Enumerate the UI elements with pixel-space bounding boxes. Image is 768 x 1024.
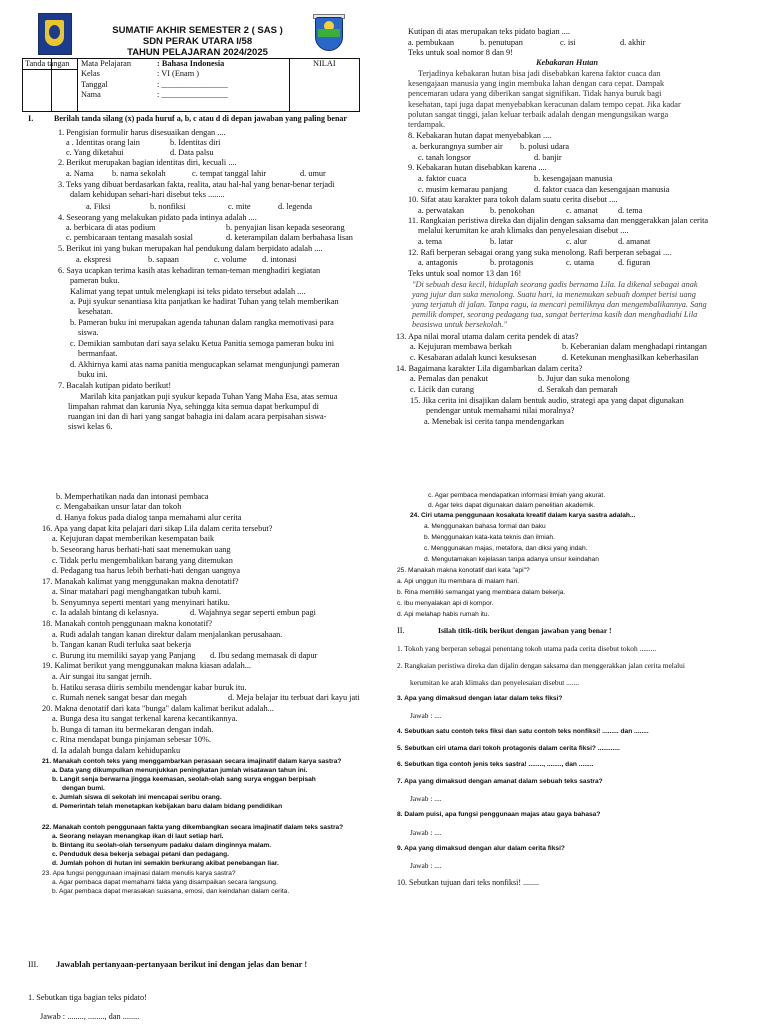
date-label: Tanggal (81, 80, 108, 89)
answer-option[interactable]: a. berbicara di atas podium (66, 223, 156, 232)
answer-option[interactable]: bermanfaat. (78, 349, 118, 358)
answer-option[interactable]: a. Fiksi (86, 202, 111, 211)
identity-table (22, 58, 360, 112)
answer-option[interactable]: a. berkurangnya sumber air (412, 142, 503, 151)
answer-option[interactable]: c. Rina mendapat bunga pinjaman sebesar 10%. (52, 735, 211, 744)
answer-option[interactable]: b. kesengajaan manusia (534, 174, 613, 183)
name-field[interactable]: : ________________ (157, 90, 228, 99)
answer-option[interactable]: b. Rina memiliki semangat yang membara dalam bekerja. (397, 589, 566, 596)
question-line: 3. Teks yang dibuat berdasarkan fakta, realita, atau hal-hal yang benar-benar terjadi (58, 180, 335, 189)
answer-option[interactable]: d. Ia adalah bunga dalam kehidupanku (52, 746, 181, 755)
answer-field[interactable]: Jawab : .... (410, 711, 442, 720)
answer-option[interactable]: b. Keberanian dalam menghadapi rintangan (562, 342, 707, 351)
answer-option[interactable]: a. Rudi adalah tangan kanan direktur dalam menjalankan perusahaan. (52, 630, 283, 639)
question-line: 4. Sebutkan satu contoh teks fiksi dan satu contoh teks nonfiksi! ......... dan ........ (397, 728, 649, 735)
question-line: 9. Kebakaran hutan disebabkan karena .... (408, 163, 547, 172)
question-line: 1. Tokoh yang berperan sebagai penentang tokoh utama pada cerita disebut tokoh ......... (397, 644, 657, 653)
answer-option[interactable]: a. Menebak isi cerita tanpa mendengarkan (424, 417, 565, 426)
answer-option[interactable]: d. tema (618, 206, 643, 215)
question-line: 19. Kalimat berikut yang menggunakan makna kiasan adalah... (42, 661, 251, 670)
section-number: III. (28, 960, 39, 969)
answer-field[interactable]: Jawab : .... (410, 794, 442, 803)
answer-option[interactable]: a. Pemalas dan penakut (410, 374, 488, 383)
answer-option[interactable]: c. Jumlah siswa di sekolah ini mencapai seribu orang. (52, 794, 222, 801)
answer-option[interactable]: siswa. (78, 328, 99, 337)
answer-option[interactable]: c. Mengabaikan unsur latar dan tokoh (56, 502, 182, 511)
answer-option[interactable]: b. Menggunakan kata-kata teknis dan ilmiah. (424, 534, 555, 541)
signature-label: Tanda tangan (25, 59, 70, 68)
question-line: 17. Manakah kalimat yang menggunakan makna denotatif? (42, 577, 239, 586)
answer-option[interactable]: d. figuran (618, 258, 651, 267)
answer-option[interactable]: c. Ibu menyalakan api di kompor. (397, 600, 494, 607)
answer-option[interactable]: a. Nama (66, 169, 94, 178)
question-line: 8. Kebakaran hutan dapat menyebabkan .... (408, 131, 552, 140)
question-line: 1. Pengisian formulir harus disesuaikan dengan .... (58, 128, 226, 137)
question-line: 7. Bacalah kutipan pidato berikut! (58, 381, 172, 390)
answer-option[interactable]: d. amanat (618, 237, 651, 246)
answer-option[interactable]: c. volume (214, 255, 247, 264)
answer-option[interactable]: a. Seorang nelayan menangkap ikan di laut setiap hari. (52, 833, 224, 840)
answer-option[interactable]: a. Puji syukur senantiasa kita panjatkan ke hadirat Tuhan yang telah memberikan (70, 297, 339, 306)
answer-option[interactable]: a. Data yang dikumpulkan menunjukkan peningkatan jumlah wisatawan tahun ini. (52, 767, 308, 774)
passage-line: kesengajaan manusia yang ingin membuka lahan dengan cara cepat. Dampak (408, 79, 665, 88)
question-line: 24. Ciri utama penggunaan kosakata kreatif dalam karya sastra adalah... (410, 512, 636, 519)
question-line: 22. Manakah contoh penggunaan fakta yang dikembangkan secara imajinatif dalam teks sastra? (42, 824, 344, 831)
answer-option[interactable]: b. penokohan (490, 206, 535, 215)
answer-option[interactable]: c. mite (228, 202, 251, 211)
class-label: Kelas (81, 69, 100, 78)
answer-option[interactable]: a. Api unggun itu membara di malam hari. (397, 578, 520, 585)
story-line: yang jujur dan suka menolong. Suatu hari, ia menemukan sebuah dompet berisi uang (412, 290, 696, 299)
answer-option[interactable]: d. Wajahnya segar seperti embun pagi (190, 608, 316, 617)
answer-option[interactable]: a . Identitas orang lain (66, 138, 140, 147)
passage-line: pencemaran udara yang diberikan sangat signifikan. Tidak hanya buruk bagi (408, 89, 662, 98)
question-line: pendengar untuk memahami nilai moralnya? (426, 406, 575, 415)
answer-option[interactable]: c. musim kemarau panjang (418, 185, 508, 194)
question-line: 6. Saya ucapkan terima kasih atas kehadiran teman-teman menghadiri kegiatan (58, 266, 321, 275)
answer-option[interactable]: b. Bunga di taman itu bermekaran dengan indah. (52, 725, 214, 734)
answer-option[interactable]: b. nonfiksi (150, 202, 186, 211)
answer-option[interactable]: d. Mengutamakan kejelasan tanpa adanya unsur keindahan (424, 556, 599, 563)
question-line: 9. Apa yang dimaksud dengan alur dalam cerita fiksi? (397, 845, 565, 852)
answer-option[interactable]: d. Pemerintah telah menetapkan kebijakan baru dalam bidang pendidikan (52, 803, 283, 810)
answer-option[interactable]: c. pembicaraan tentang masalah sosial (66, 233, 193, 242)
header-line: SUMATIF AKHIR SEMESTER 2 ( SAS ) (112, 25, 283, 36)
header-line: SDN PERAK UTARA I/58 (142, 36, 253, 47)
question-line: 15. Jika cerita ini disajikan dalam bentuk audio, strategi apa yang dapat digunakan (410, 396, 684, 405)
story-line: beasiswa untuk bersekolah." (412, 320, 507, 329)
answer-option[interactable]: d. Hanya fokus pada dialog tanpa memahami alur cerita (56, 513, 242, 522)
answer-option[interactable]: d. Meja belajar itu terbuat dari kayu jati (228, 693, 360, 702)
question-line: 18. Manakah contoh penggunaan makna konotatif? (42, 619, 213, 628)
question-line: pameran buku. (70, 276, 120, 285)
answer-option[interactable]: c. tempat tanggal lahir (192, 169, 267, 178)
question-line: 4. Seseorang yang melakukan pidato pada intinya adalah .... (58, 213, 257, 222)
answer-option[interactable]: d. Ketekunan menghasilkan keberhasilan (562, 353, 699, 362)
answer-option[interactable]: c. alur (566, 237, 587, 246)
question-line: 23. Apa fungsi penggunaan imajinasi dalam menulis karya sastra? (42, 870, 236, 877)
answer-option[interactable]: b. Memperhatikan nada dan intonasi pembaca (56, 492, 209, 501)
section-instruction: Isilah titik-titik berikut dengan jawaban yang benar ! (438, 626, 612, 635)
answer-option[interactable]: kesehatan. (78, 307, 113, 316)
answer-option[interactable]: a. Agar pembaca dapat memahami fakta yang disampaikan secara langsung. (52, 879, 278, 886)
answer-option[interactable]: c. Agar pembaca mendapatkan informasi ilmiah yang akurat. (428, 492, 606, 499)
answer-option[interactable]: a. Sinar matahari pagi menghangatkan tubuh kami. (52, 587, 222, 596)
answer-option[interactable]: c. amanat (566, 206, 598, 215)
question-line: 3. Apa yang dimaksud dengan latar dalam teks fiksi? (397, 695, 563, 702)
answer-option[interactable]: b. Bintang itu seolah-olah tersenyum padaku dalam dinginnya malam. (52, 842, 272, 849)
answer-option[interactable]: d. keterampilan dalam berbahasa lisan (226, 233, 353, 242)
answer-option[interactable]: a. Kejujuran membawa berkah (410, 342, 512, 351)
school-emblem (313, 13, 345, 55)
answer-option[interactable]: d. akhir (620, 38, 646, 47)
answer-option[interactable]: d. Pedagang tua harus lebih berhati-hati dengan uangnya (52, 566, 241, 575)
answer-option[interactable]: d. banjir (534, 153, 562, 162)
answer-option[interactable]: b. Senyumnya seperti mentari yang menyinari hatiku. (52, 598, 230, 607)
answer-option[interactable]: c. Menggunakan majas, metafora, dan diksi yang indah. (424, 545, 588, 552)
question-line: 2. Berikut merupakan bagian identitas diri, kecuali .... (58, 158, 237, 167)
question-line: Kalimat yang tepat untuk melengkapi isi teks pidato tersebut adalah .... (70, 287, 306, 296)
date-field[interactable]: : ________________ (157, 80, 228, 89)
section-number: II. (397, 626, 405, 635)
answer-option[interactable]: d. Akhirnya kami atas nama panitia mengucapkan selamat mengunjungi pameran (70, 360, 340, 369)
question-line: 12. Rafi berperan sebagai orang yang suka menolong. Rafi berperan sebagai .... (408, 248, 672, 257)
passage-line: kesehatan, tapi juga dapat menyebabkan keracunan dalam tempo cepat. Jika kadar (408, 100, 681, 109)
answer-option[interactable]: buku ini. (78, 370, 108, 379)
section-instruction: Berilah tanda silang (x) pada huruf a, b, c atau d di depan jawaban yang paling benar (54, 114, 347, 123)
answer-option[interactable]: c. tanah longsor (418, 153, 471, 162)
passage-line: polutan sangat tinggi, jalan keluar terbaik adalah dengan mengungsikan warga (408, 110, 669, 119)
name-label: Nama (81, 90, 101, 99)
answer-option[interactable]: c. Demikian sambutan dari saya selaku Ketua Panitia semoga pameran buku ini (70, 339, 335, 348)
answer-option[interactable]: a. ekspresi (76, 255, 112, 264)
speech-excerpt: siswi kelas 6. (68, 422, 113, 431)
answer-option[interactable]: a. Menggunakan bahasa formal dan baku (424, 523, 546, 530)
answer-option[interactable]: dengan bumi. (62, 785, 105, 792)
answer-option[interactable]: b. Seseorang harus berhati-hati saat menemukan uang (52, 545, 231, 554)
city-logo (38, 13, 72, 55)
answer-option[interactable]: d. Ibu sedang memasak di dapur (210, 651, 318, 660)
answer-option[interactable]: a. perwatakan (418, 206, 465, 215)
passage-line: Terjadinya kebakaran hutan bisa jadi disebabkan karena faktor cuaca dan (418, 69, 661, 78)
question-line: dalam kehidupan sehari-hari disebut teks ........ (70, 190, 225, 199)
answer-field[interactable]: Jawab : ........, ........, dan ........ (40, 1012, 140, 1021)
answer-option[interactable]: d. intonasi (262, 255, 297, 264)
answer-option[interactable]: b. penutupan (480, 38, 523, 47)
answer-option[interactable]: a. Kejujuran dapat memberikan kesempatan baik (52, 534, 215, 543)
answer-option[interactable]: c. Kesabaran adalah kunci kesuksesan (410, 353, 537, 362)
passage-line: terdampak. (408, 120, 446, 129)
question-line: 16. Apa yang dapat kita pelajari dari sikap Lila dalam cerita tersebut? (42, 524, 273, 533)
speech-excerpt: limpahan rahmat dan karunia Nya, sehingga kita semua dapat berkumpul di (68, 402, 319, 411)
answer-field[interactable]: Jawab : .... (410, 861, 442, 870)
answer-option[interactable]: d. Serakah dan pemarah (538, 385, 618, 394)
question-line: 11. Rangkaian peristiwa direka dan dijalin dengan saksama dan menggerakkan jalan cerita (408, 216, 709, 225)
answer-option[interactable]: c. Burung itu memiliki sayap yang Panjang (52, 651, 196, 660)
answer-option[interactable]: d. legenda (278, 202, 313, 211)
answer-option[interactable]: c. Rumah nenek sangat besar dan megah (52, 693, 187, 702)
answer-option[interactable]: d. Jumlah pohon di hutan ini semakin berkurang akibat penebangan liar. (52, 860, 279, 867)
question-line: 7. Apa yang dimaksud dengan amanat dalam sebuah teks sastra? (397, 778, 603, 785)
answer-option[interactable]: c. utama (566, 258, 595, 267)
question-line: 13. Apa nilai moral utama dalam cerita pendek di atas? (396, 332, 579, 341)
question-line: 10. Sebutkan tujuan dari teks nonfiksi! ........ (397, 878, 539, 887)
answer-option[interactable]: b. Agar pembaca dapat merasakan suasana, emosi, dan keindahan dalam cerita. (52, 888, 290, 895)
question-line: melalui kerumitan ke arah klimaks dan penyelesaian disebut .... (418, 226, 629, 235)
header-line: TAHUN PELAJARAN 2024/2025 (127, 47, 268, 58)
answer-option[interactable]: d. Agar teks dapat digunakan dalam penelitian akademik. (428, 502, 596, 509)
question-line: 5. Berikut ini yang bukan merupakan hal pendukung dalam berpidato adalah .... (58, 244, 323, 253)
question-line: 5. Sebutkan ciri utama dari tokoh protagonis dalam cerita fiksi? ............ (397, 745, 620, 752)
story-line: pemilik dompet, seorang pedagang tua, sangat berterima kasih dan menghadiahi Lila (412, 310, 698, 319)
question-line: 14. Bagaimana karakter Lila digambarkan dalam cerita? (396, 364, 583, 373)
speech-excerpt: ruangan ini dan di hari yang sangat bahagia ini dalam acara perpisahan siswa- (68, 412, 327, 421)
question-line: 21. Manakah contoh teks yang menggambarkan perasaan secara imajinatif dalam karya sastra? (42, 758, 342, 765)
answer-option[interactable]: d. Data palsu (170, 148, 214, 157)
answer-option[interactable]: c. Ia adalah bintang di kelasnya. (52, 608, 159, 617)
text-source-note: Teks untuk soal nomor 13 dan 16! (408, 269, 522, 278)
answer-option[interactable]: b. penyajian lisan kepada seseorang (226, 223, 345, 232)
answer-option[interactable]: a. faktor cuaca (418, 174, 467, 183)
answer-option[interactable]: b. Identitas diri (170, 138, 221, 147)
text-source-note: Teks untuk soal nomor 8 dan 9! (408, 48, 513, 57)
answer-option[interactable]: b. polusi udara (520, 142, 570, 151)
answer-option[interactable]: c. Tidak perlu mengembalikan barang yang ditemukan (52, 556, 233, 565)
answer-option[interactable]: a. Air sungai itu sangat jernih. (52, 672, 152, 681)
question-line: 25. Manakah makna konotatif dari kata "api"? (397, 567, 530, 574)
question-line: Kutipan di atas merupakan teks pidato bagian .... (408, 27, 570, 36)
answer-option[interactable]: c. Yang diketahui (66, 148, 124, 157)
score-label: NILAI (313, 59, 336, 68)
answer-option[interactable]: c. isi (560, 38, 576, 47)
answer-option[interactable]: c. Penduduk desa bekerja sebagai petani dan pedagang. (52, 851, 229, 858)
question-line: 6. Sebutkan tiga contoh jenis teks sastra! ........, ........, dan ........ (397, 761, 594, 768)
subject-value: : Bahasa Indonesia (157, 59, 225, 68)
class-value: : VI (Enam ) (157, 69, 200, 78)
subject-label: Mata Pelajaran (81, 59, 131, 68)
answer-option[interactable]: d. umur (300, 169, 326, 178)
story-line: "Di sebuah desa kecil, hiduplah seorang gadis bernama Lila. Ia dikenal sebagai anak (412, 280, 698, 289)
question-line: 2. Rangkaian peristiwa direka dan dijalin dengan saksama dan menggerakkan jalan cerita melalui (397, 661, 685, 670)
answer-option[interactable]: b. nama sekolah (112, 169, 166, 178)
answer-option[interactable]: b. Tangan kanan Rudi terluka saat bekerja (52, 640, 192, 649)
speech-excerpt: Marilah kita panjatkan puji syukur kepada Tuhan Yang Maha Esa, atas semua (80, 392, 338, 401)
section-instruction: Jawablah pertanyaan-pertanyaan berikut ini dengan jelas dan benar ! (56, 960, 308, 969)
answer-option[interactable]: d. Api melahap habis rumah itu. (397, 611, 490, 618)
answer-option[interactable]: d. faktor cuaca dan kesengajaan manusia (534, 185, 670, 194)
answer-option[interactable]: c. Licik dan curang (410, 385, 475, 394)
answer-option[interactable]: b. sapaan (148, 255, 179, 264)
answer-option[interactable]: b. latar (490, 237, 514, 246)
answer-option[interactable]: b. Jujur dan suka menolong (538, 374, 630, 383)
answer-option[interactable]: a. tema (418, 237, 442, 246)
story-title: Kebakaran Hutan (536, 58, 599, 67)
answer-option[interactable]: a. antagonis (418, 258, 458, 267)
answer-option[interactable]: b. protagonis (490, 258, 534, 267)
answer-option[interactable]: b. Langit senja berwarna jingga keemasan, seolah-olah sang surya enggan berpisah (52, 776, 316, 783)
question-line: kerumitan ke arah klimaks dan penyelesaian disebut ....... (410, 678, 580, 687)
question-line: 20. Makna denotatif dari kata "bunga" dalam kalimat berikut adalah... (42, 704, 274, 713)
answer-option[interactable]: a. Bunga desa itu sangat terkenal karena kecantikannya. (52, 714, 238, 723)
answer-option[interactable]: b. Hatiku serasa diiris sembilu mendengar kabar buruk itu. (52, 683, 247, 692)
question-line: 10. Sifat atau karakter para tokoh dalam suatu cerita disebut .... (408, 195, 618, 204)
story-line: yang terjatuh di jalan. Tanpa ragu, ia mencari pemiliknya dan mengembalikannya. Sang (412, 300, 707, 309)
question-line: 8. Dalam puisi, apa fungsi penggunaan majas atau gaya bahasa? (397, 811, 601, 818)
question-line: 1. Sebutkan tiga bagian teks pidato! (28, 993, 147, 1002)
answer-option[interactable]: a. pembukaan (408, 38, 455, 47)
answer-option[interactable]: b. Pameran buku ini merupakan agenda tahunan dalam rangka memotivasi para (70, 318, 334, 327)
section-number: I. (28, 114, 34, 123)
answer-field[interactable]: Jawab : .... (410, 828, 442, 837)
